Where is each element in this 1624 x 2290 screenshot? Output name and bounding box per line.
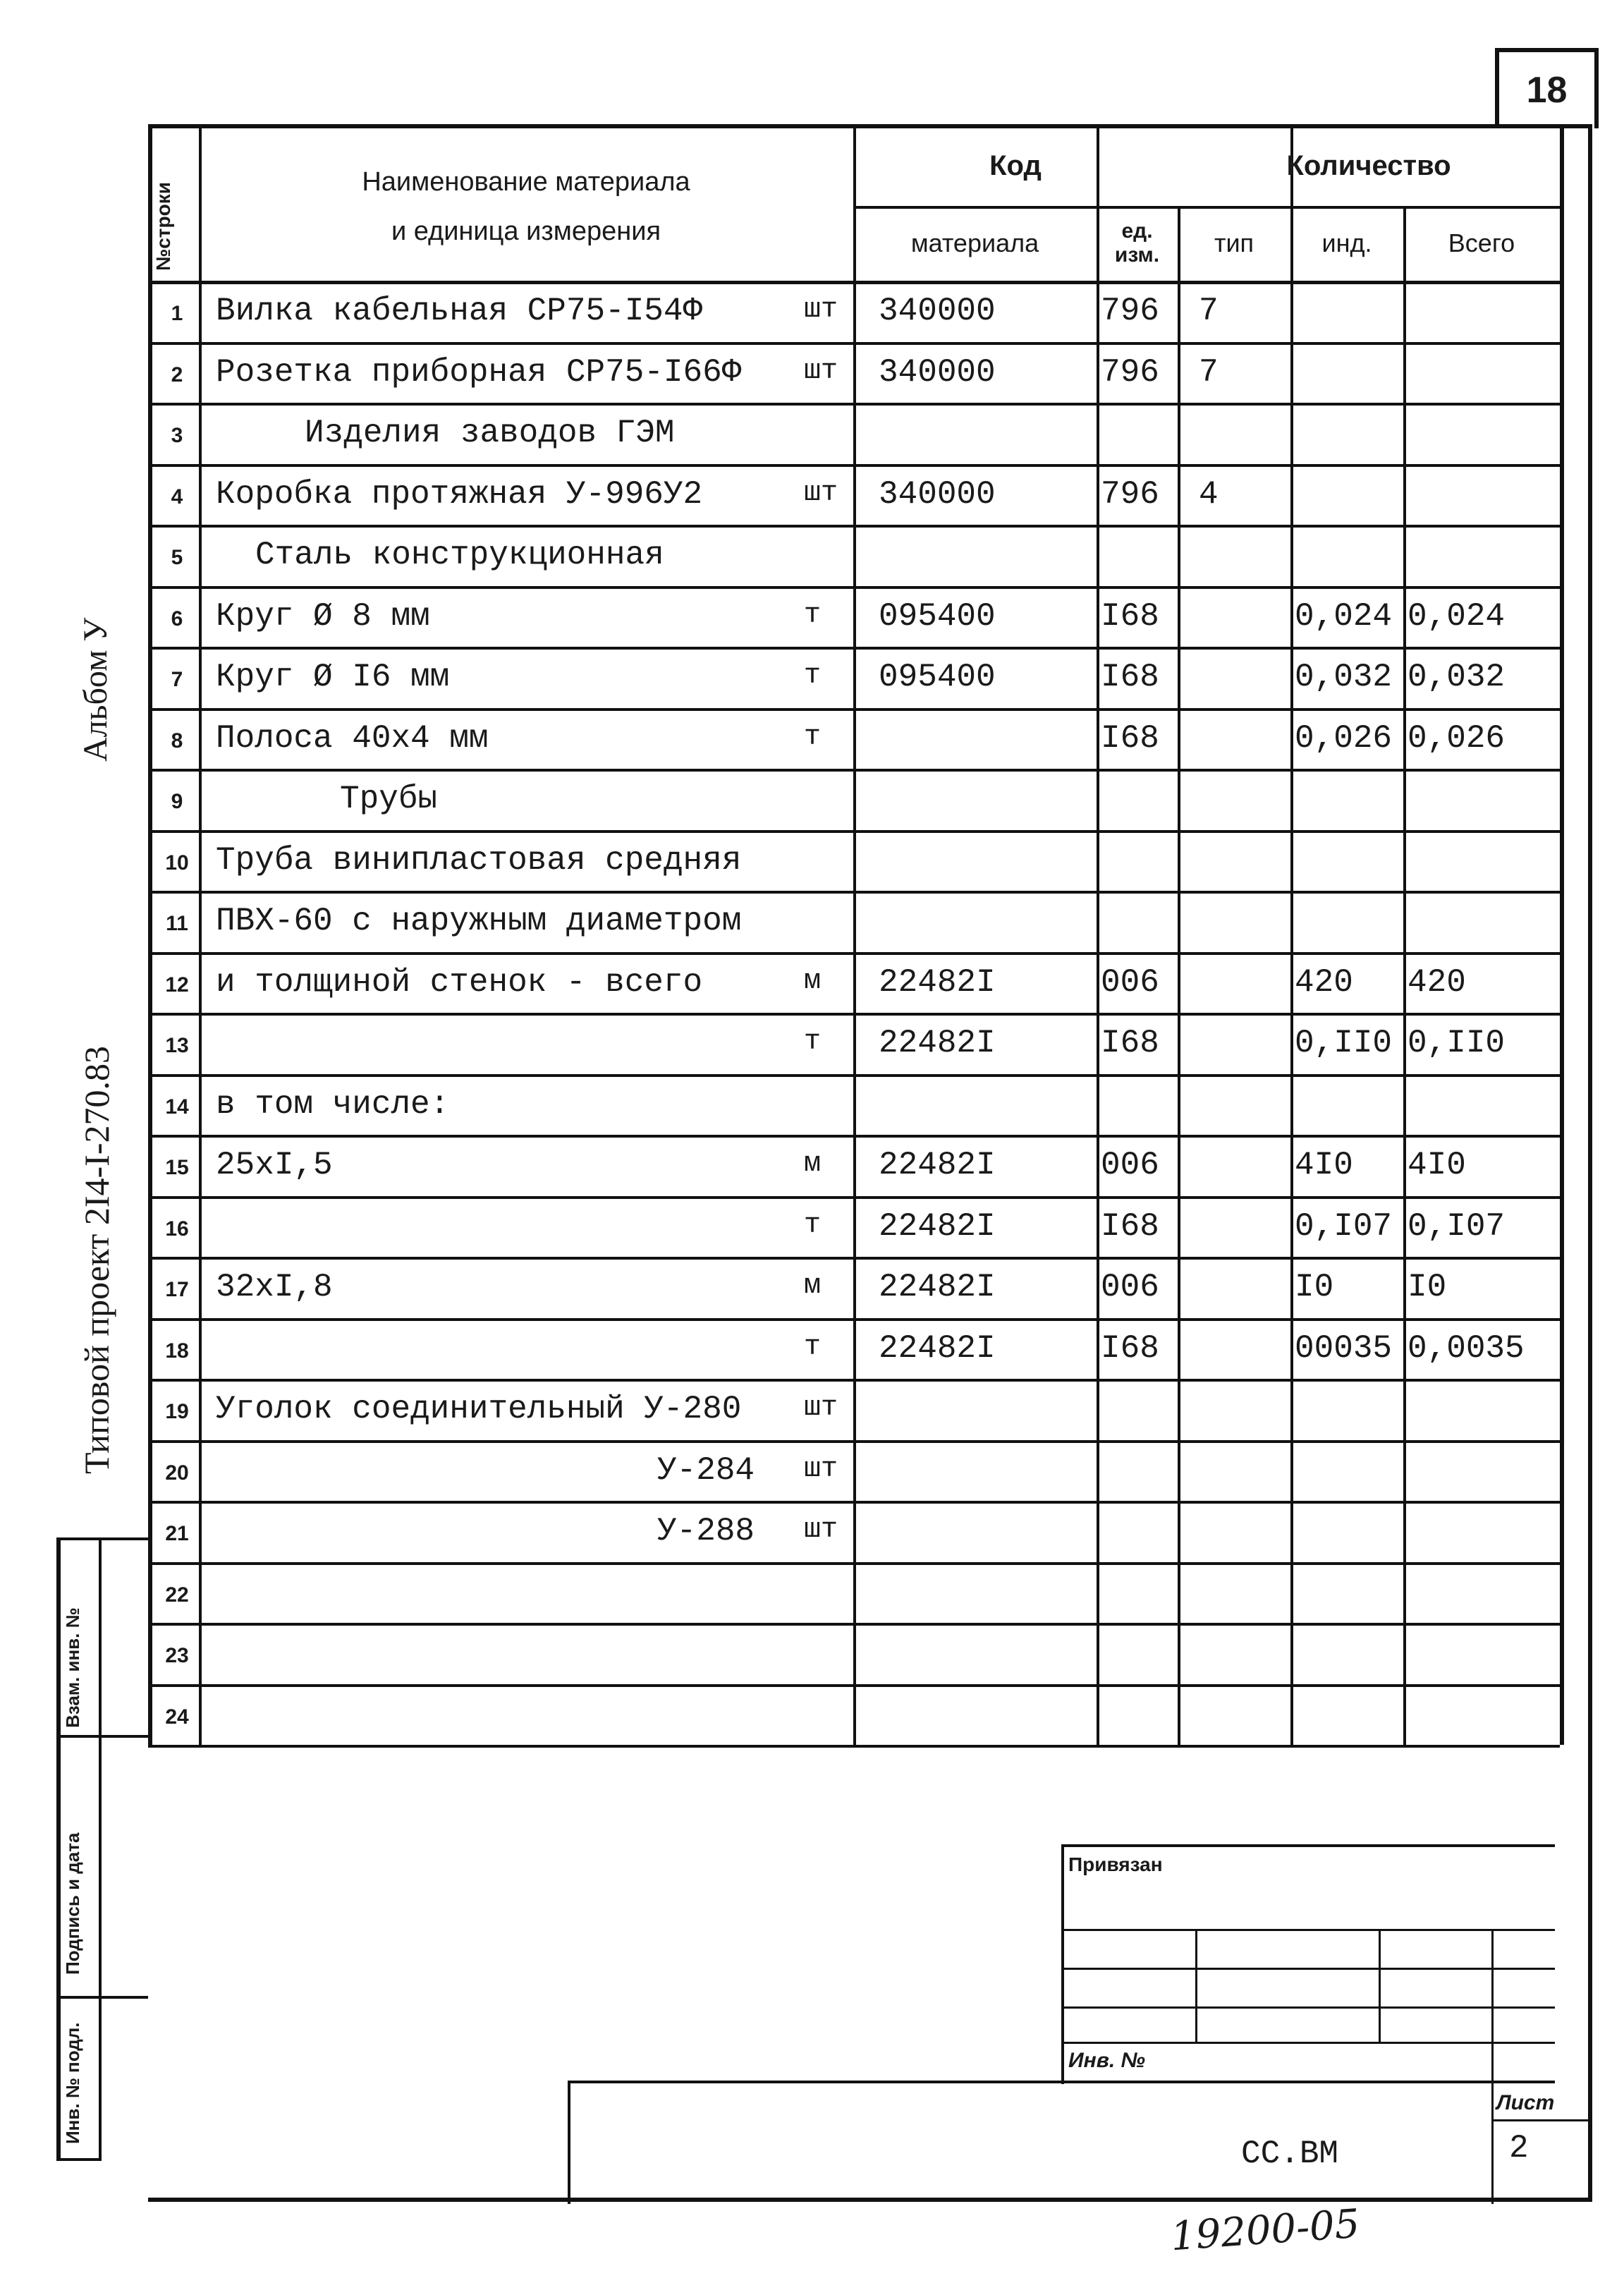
tb-line (1379, 1929, 1381, 2042)
qty-total: 0,026 (1408, 719, 1506, 757)
row-line (148, 1074, 1560, 1077)
unit-label: т (804, 721, 822, 753)
qty-total: 4I0 (1408, 1147, 1466, 1183)
qty-total: 0,I07 (1408, 1207, 1506, 1245)
album-label: Альбом У (77, 617, 114, 762)
header-quantity: Количество (1286, 150, 1451, 181)
qty-total: 420 (1408, 963, 1466, 1001)
unit-label: шт (804, 355, 838, 387)
header-row-no: №строки (152, 182, 174, 271)
row-number: 1 (171, 302, 183, 325)
material-name: Трубы (340, 781, 438, 817)
row-line (148, 1440, 1560, 1443)
material-name: Круг Ø I6 мм (216, 659, 450, 695)
unit-code: 006 (1101, 1269, 1159, 1305)
stamp-signature-date: Подпись и дата (62, 1832, 83, 1975)
row-line (148, 1684, 1560, 1687)
row-number: 13 (165, 1034, 189, 1057)
qty-ind: 0,026 (1295, 719, 1393, 757)
qty-total: 0,0035 (1408, 1329, 1525, 1367)
header-qty-type: тип (1214, 229, 1254, 257)
unit-label: т (804, 660, 822, 692)
row-line (148, 1623, 1560, 1626)
material-name: У-284 (657, 1451, 755, 1489)
tb-line (1061, 1929, 1555, 1931)
material-code: 22482I (879, 1207, 996, 1245)
material-code: 340000 (879, 293, 996, 329)
tb-line (1061, 1968, 1555, 1970)
qty-ind: 0,I07 (1295, 1207, 1393, 1245)
unit-label: т (804, 599, 822, 631)
row-number: 6 (171, 607, 183, 631)
row-line (148, 1379, 1560, 1382)
material-code: 340000 (879, 353, 996, 391)
unit-label: шт (804, 1514, 838, 1546)
row-line (148, 708, 1560, 711)
tb-line (1061, 2042, 1555, 2044)
header-name-line1: Наименование материала (362, 166, 690, 197)
material-name: Полоса 40х4 мм (216, 719, 489, 757)
qty-total: 0,024 (1408, 597, 1506, 635)
material-name: в том числе: (216, 1085, 450, 1123)
unit-label: т (804, 1026, 822, 1058)
qty-ind: 4I0 (1295, 1147, 1353, 1183)
material-name: Вилка кабельная СР75-I54Ф (216, 293, 703, 329)
row-line (148, 891, 1560, 894)
material-name: 25хI,5 (216, 1147, 333, 1183)
header-code-material: материала (910, 229, 1039, 257)
qty-ind: 0,032 (1295, 659, 1393, 695)
row-line (148, 525, 1560, 528)
qty-total: 0,032 (1408, 659, 1506, 695)
attached-label: Привязан (1068, 1853, 1163, 1875)
unit-code: 006 (1101, 1147, 1159, 1183)
stamp-inv-original: Инв. № подл. (62, 2022, 83, 2144)
row-line (148, 464, 1560, 467)
row-number: 14 (165, 1095, 189, 1119)
unit-label: шт (804, 1453, 838, 1485)
unit-label: шт (804, 1392, 838, 1424)
row-line (148, 342, 1560, 345)
unit-code: I68 (1101, 1329, 1159, 1367)
page-number: 18 (1495, 48, 1599, 128)
unit-code: 796 (1101, 475, 1159, 513)
row-number: 10 (165, 851, 189, 875)
row-number: 8 (171, 729, 183, 753)
tb-line (1491, 1929, 1494, 2204)
row-line (148, 830, 1560, 833)
material-code: 340000 (879, 475, 996, 513)
unit-label: шт (804, 294, 838, 326)
row-number: 9 (171, 790, 183, 813)
material-code: 22482I (879, 1329, 996, 1367)
row-number: 7 (171, 668, 183, 691)
unit-code: I68 (1101, 719, 1159, 757)
qty-ind: 420 (1295, 963, 1353, 1001)
row-line (148, 1745, 1560, 1748)
material-code: 22482I (879, 963, 996, 1001)
material-code: 22482I (879, 1025, 996, 1061)
material-name: Уголок соединительный У-280 (216, 1391, 742, 1427)
unit-label: т (804, 1331, 822, 1363)
qty-type: 4 (1199, 475, 1219, 513)
unit-label: м (804, 1270, 822, 1302)
material-name: ПВХ-60 с наружным диаметром (216, 903, 742, 939)
column-line (1560, 126, 1564, 1745)
sheet-label: Лист (1496, 2091, 1555, 2114)
row-line (148, 586, 1560, 589)
row-line (148, 1318, 1560, 1321)
material-name: Труба винипластовая средняя (216, 841, 742, 879)
row-line (148, 1562, 1560, 1565)
header-code: Код (989, 150, 1042, 181)
row-line (148, 1013, 1560, 1016)
header-qty-ind: инд. (1321, 229, 1372, 257)
material-name: Розетка приборная СР75-I66Ф (216, 353, 742, 391)
row-number: 22 (165, 1583, 189, 1607)
tb-line (1195, 1929, 1197, 2042)
unit-label: т (804, 1209, 822, 1241)
tb-line (1061, 1844, 1555, 1847)
material-name: Изделия заводов ГЭМ (305, 415, 675, 451)
unit-label: м (804, 965, 822, 997)
row-number: 21 (165, 1522, 189, 1545)
row-line (148, 1196, 1560, 1199)
stamp-border (56, 1537, 148, 1540)
tb-line (1491, 2119, 1590, 2121)
stamp-border (56, 2158, 102, 2161)
row-number: 12 (165, 973, 189, 997)
unit-code: I68 (1101, 1207, 1159, 1245)
header-code-unit: ед. изм. (1114, 219, 1160, 267)
qty-ind: 0,024 (1295, 597, 1393, 635)
row-line (148, 952, 1560, 955)
row-number: 19 (165, 1400, 189, 1423)
project-label: Типовой проект 2I4-I-270.83 (77, 1046, 116, 1474)
header-line (148, 281, 1560, 284)
row-number: 15 (165, 1156, 189, 1179)
unit-code: 796 (1101, 293, 1159, 329)
material-name: 32хI,8 (216, 1269, 333, 1305)
material-name: У-288 (657, 1513, 755, 1549)
material-code: 22482I (879, 1147, 996, 1183)
doc-code: СС.ВМ (1241, 2136, 1339, 2172)
sheet-number: 2 (1509, 2130, 1529, 2167)
tb-line (1061, 1844, 1064, 2084)
row-line (148, 769, 1560, 772)
row-number: 23 (165, 1644, 189, 1667)
row-number: 17 (165, 1278, 189, 1301)
row-number: 16 (165, 1217, 189, 1241)
unit-label: м (804, 1148, 822, 1180)
unit-code: I68 (1101, 597, 1159, 635)
row-line (148, 1501, 1560, 1504)
row-number: 5 (171, 546, 183, 569)
stamp-border (56, 1537, 61, 2158)
qty-ind: 00035 (1295, 1329, 1393, 1367)
stamp-border (99, 1537, 102, 2158)
row-number: 24 (165, 1705, 189, 1729)
stamp-replace-inv: Взам. инв. № (62, 1607, 83, 1728)
row-number: 4 (171, 485, 183, 508)
row-line (148, 403, 1560, 406)
qty-type: 7 (1199, 293, 1219, 329)
inv-no-label: Инв. № (1068, 2049, 1145, 2072)
material-name: Круг Ø 8 мм (216, 597, 430, 635)
column-line (1178, 206, 1180, 1745)
unit-code: I68 (1101, 1025, 1159, 1061)
unit-code: I68 (1101, 659, 1159, 695)
material-name: и толщиной стенок - всего (216, 963, 703, 1001)
qty-ind: I0 (1295, 1269, 1334, 1305)
material-name: Коробка протяжная У-996У2 (216, 475, 703, 513)
tb-line (1061, 2006, 1555, 2009)
unit-code: 006 (1101, 963, 1159, 1001)
material-code: 095400 (879, 597, 996, 635)
qty-type: 7 (1199, 353, 1219, 391)
header-qty-total: Всего (1448, 229, 1515, 257)
row-number: 11 (166, 912, 188, 935)
row-number: 20 (165, 1461, 189, 1485)
material-name: Сталь конструкционная (255, 537, 664, 573)
row-line (148, 1135, 1560, 1138)
column-line (1403, 206, 1406, 1745)
unit-label: шт (804, 477, 838, 509)
unit-code: 796 (1101, 353, 1159, 391)
tb-line (568, 2081, 570, 2204)
stamp-border (56, 1996, 148, 1999)
material-code: 095400 (879, 659, 996, 695)
stamp-border (56, 1735, 148, 1738)
qty-total: I0 (1408, 1269, 1447, 1305)
row-number: 3 (171, 424, 183, 447)
qty-ind: 0,II0 (1295, 1025, 1393, 1061)
header-name-line2: и единица измерения (391, 216, 661, 246)
handwritten-number: 19200-05 (1169, 2200, 1362, 2260)
row-number: 2 (171, 363, 183, 386)
row-line (148, 647, 1560, 650)
row-number: 18 (165, 1339, 189, 1363)
row-line (148, 1257, 1560, 1260)
material-code: 22482I (879, 1269, 996, 1305)
qty-total: 0,II0 (1408, 1025, 1506, 1061)
tb-line (568, 2081, 1555, 2083)
